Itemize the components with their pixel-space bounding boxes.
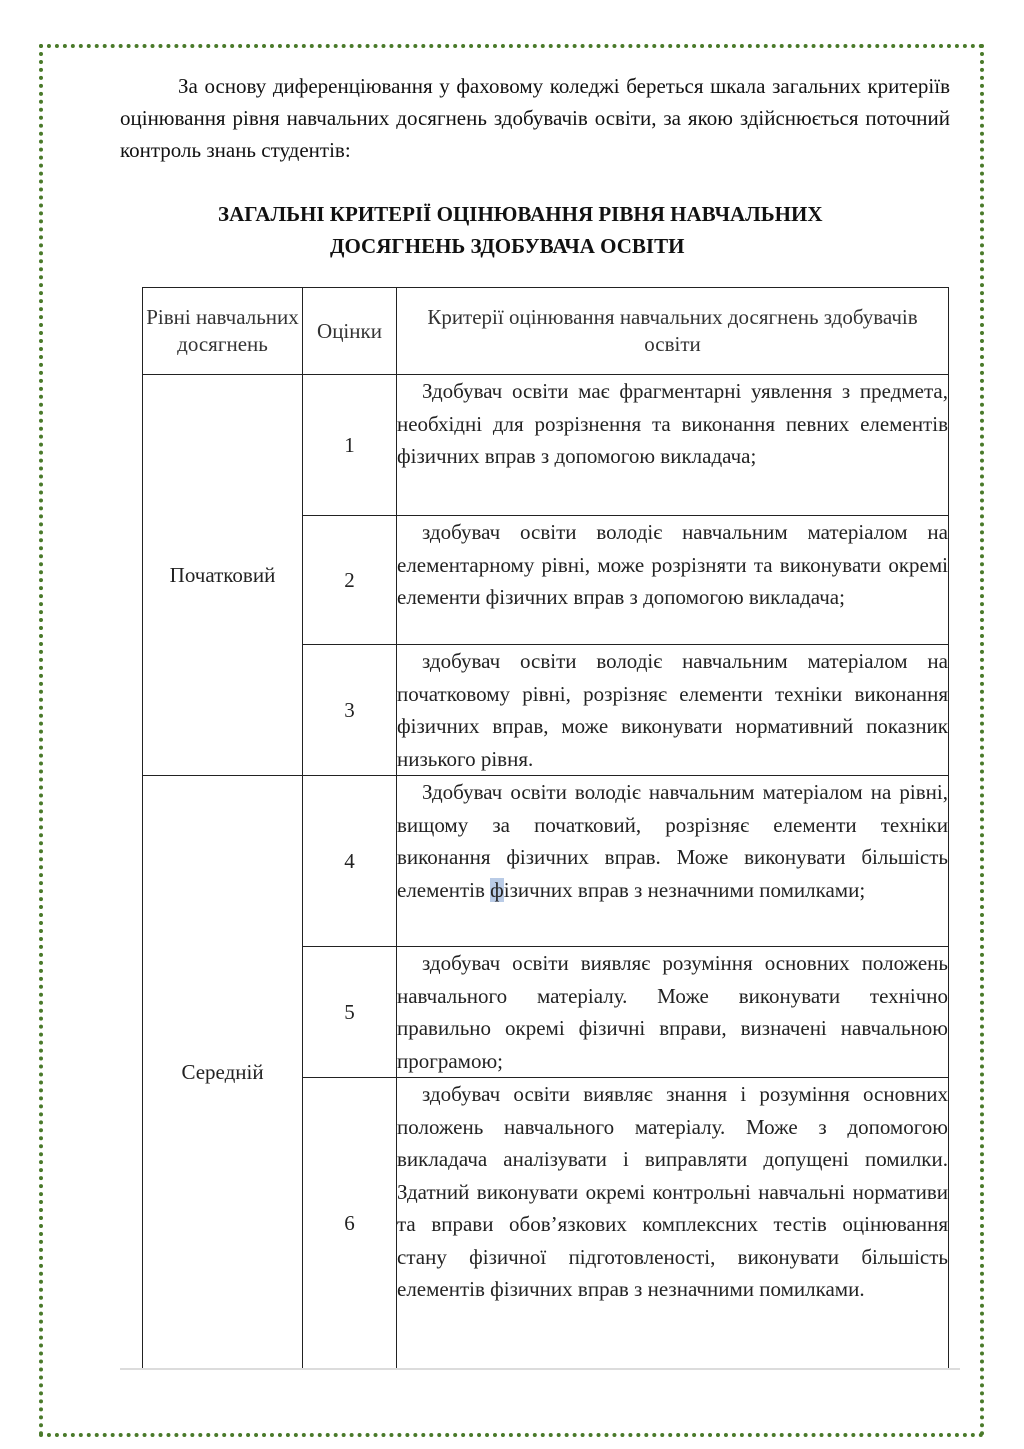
grade-cell: 5 bbox=[303, 947, 397, 1078]
criteria-text-before: Здобувач освіти володіє навчальним матеріалом на рівні, вищому за початковий, розрізняє елементи техніки виконання фізичних вправ. Може виконувати більшість елементів bbox=[397, 780, 948, 902]
criteria-cell: Здобувач освіти має фрагментарні уявлення з предмета, необхідні для розрізнення та виконання певних елементів фізичних вправ з допомогою викладача; bbox=[397, 375, 949, 516]
criteria-cell[interactable] bbox=[397, 776, 949, 947]
table-row bbox=[143, 776, 949, 947]
level-medium: Середній bbox=[143, 776, 303, 1369]
grade-cell: 1 bbox=[303, 375, 397, 516]
heading-line-1: ЗАГАЛЬНІ КРИТЕРІЇ ОЦІНЮВАННЯ РІВНЯ НАВЧАЛЬНИХ bbox=[218, 202, 823, 226]
criteria-cell: здобувач освіти виявляє розуміння основних положень навчального матеріалу. Може виконувати технічно правильно окремі фізичні вправи, визначені навчальною програмою; bbox=[397, 947, 949, 1078]
grade-cell: 4 bbox=[303, 776, 397, 947]
text-selection-highlight[interactable]: ф bbox=[490, 877, 504, 902]
header-grade: Оцінки bbox=[303, 288, 397, 375]
grade-cell: 2 bbox=[303, 516, 397, 645]
criteria-cell: здобувач освіти володіє навчальним матеріалом на початковому рівні, розрізняє елементи техніки виконання фізичних вправ, може виконувати нормативний показник низького рівня. bbox=[397, 645, 949, 776]
grade-cell: 3 bbox=[303, 645, 397, 776]
level-initial: Початковий bbox=[143, 375, 303, 776]
header-criteria: Критерії оцінювання навчальних досягнень здобувачів освіти bbox=[397, 288, 949, 375]
table-row bbox=[143, 375, 949, 516]
grade-cell: 6 bbox=[303, 1078, 397, 1369]
header-level: Рівні навчальних досягнень bbox=[143, 288, 303, 375]
page-bottom-rule bbox=[120, 1368, 960, 1370]
intro-paragraph: За основу диференціювання у фаховому коледжі береться шкала загальних критеріїв оцінювання рівня навчальних досягнень здобувачів освіти, за якою здійснюється поточний контроль знань студентів: bbox=[120, 74, 950, 162]
table-heading bbox=[150, 198, 980, 262]
criteria-table bbox=[142, 287, 949, 1369]
heading-line-2: ДОСЯГНЕНЬ ЗДОБУВАЧА ОСВІТИ bbox=[330, 234, 685, 258]
table-header-row bbox=[143, 288, 949, 375]
criteria-cell: здобувач освіти виявляє знання і розуміння основних положень навчального матеріалу. Може з допомогою викладача аналізувати і виправляти допущені помилки. Здатний виконувати окремі контрольні навчальні нормативи та вправи обов’язкових комплексних тестів оцінювання стану фізичної підготовленості, виконувати більшість елементів фізичних вправ з незначними помилками. bbox=[397, 1078, 949, 1369]
criteria-cell: здобувач освіти володіє навчальним матеріалом на елементарному рівні, може розрізняти та виконувати окремі елементи фізичних вправ з допомогою викладача; bbox=[397, 516, 949, 645]
criteria-text-after: ізичних вправ з незначними помилками; bbox=[503, 877, 866, 902]
